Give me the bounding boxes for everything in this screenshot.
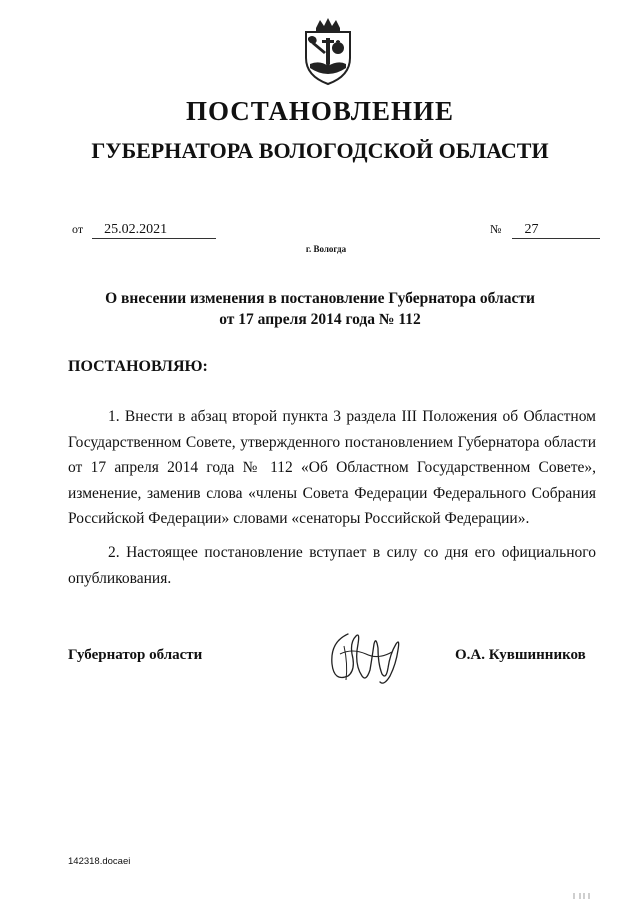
number-field <box>490 222 600 239</box>
subject-line-1: О внесении изменения в постановление Губернатора области <box>105 290 535 307</box>
vologda-coat-of-arms-icon <box>296 18 360 86</box>
date-value: 25.02.2021 <box>92 222 216 239</box>
signer-name: О.А. Кувшинников <box>455 647 586 663</box>
number-prefix: № <box>490 222 502 236</box>
scan-marks <box>572 892 592 900</box>
subject-line-2: от 17 апреля 2014 года № 112 <box>219 311 421 328</box>
decree-heading: ПОСТАНОВЛЯЮ: <box>68 358 208 375</box>
paragraph-1: 1. Внести в абзац второй пункта 3 раздела III Положения об Областном Государственном Совете, утвержденного постановлением Губернатора области от 17 апреля 2014 года № 112 «Об Областном Государственном Совете», изменение, заменив слова «члены Совета Федерации Федерального Собрания Российской Федерации» словами «сенаторы Российской Федерации». <box>68 408 596 527</box>
document-subject <box>70 288 570 330</box>
handwritten-signature-icon <box>322 624 408 688</box>
city-label: г. Вологда <box>305 244 347 254</box>
document-title: ПОСТАНОВЛЕНИЕ <box>185 96 455 126</box>
signer-position: Губернатор области <box>68 647 203 663</box>
file-identifier: 142318.docaei <box>68 856 131 867</box>
document-subtitle: ГУБЕРНАТОРА ВОЛОГОДСКОЙ ОБЛАСТИ <box>91 138 549 163</box>
paragraph-2: 2. Настоящее постановление вступает в силу со дня его официального опубликования. <box>68 544 596 587</box>
number-value: 27 <box>512 222 600 239</box>
date-prefix: от <box>72 222 84 236</box>
date-field <box>72 222 216 239</box>
